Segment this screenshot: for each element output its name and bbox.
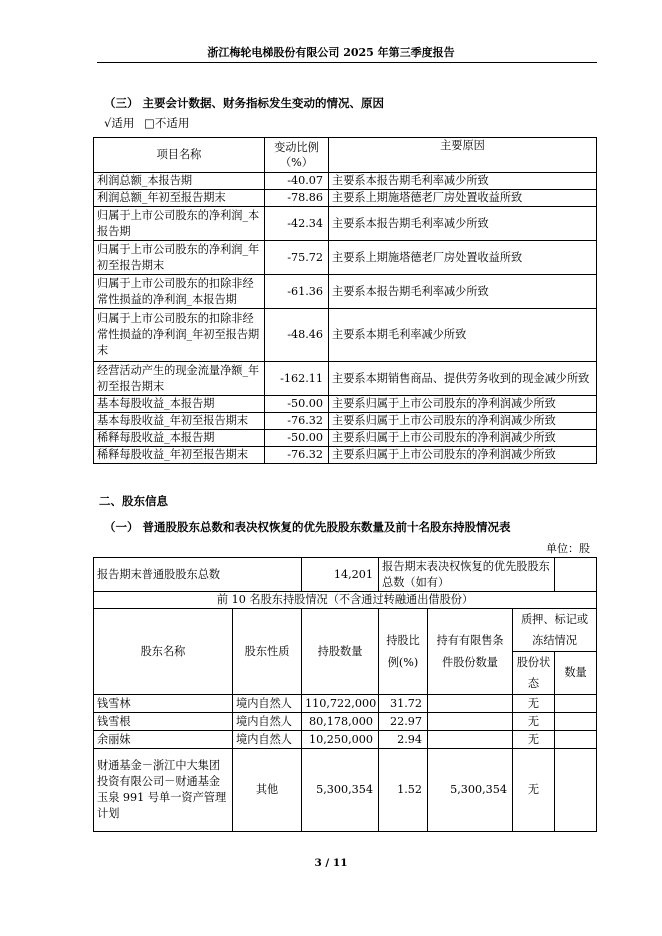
shareholder-status: 无 <box>513 731 555 749</box>
header-item-name: 项目名称 <box>94 138 265 173</box>
shareholder-shares: 110,722,000 <box>302 695 379 713</box>
header-pledge-quantity: 数量 <box>555 652 597 695</box>
table-row <box>94 190 597 207</box>
table-header-row <box>94 138 597 173</box>
shareholder-restricted <box>428 713 513 731</box>
table-row <box>94 447 597 464</box>
row-change: -76.32 <box>265 447 329 464</box>
table-row <box>94 309 597 362</box>
shareholder-shares: 80,178,000 <box>302 713 379 731</box>
shareholder-restricted <box>428 695 513 713</box>
top10-caption-row <box>94 592 597 609</box>
header-divider <box>97 62 597 63</box>
total-shareholders-value: 14,201 <box>302 558 379 592</box>
row-change: -162.11 <box>265 362 329 396</box>
applicability-line <box>104 115 189 131</box>
shareholder-name: 财通基金－浙江中大集团投资有限公司－财通基金玉泉 991 号单一资产管理计划 <box>94 749 233 832</box>
table-row <box>94 413 597 430</box>
shareholder-name: 钱雪林 <box>94 695 233 713</box>
header-change-ratio: 变动比例（%） <box>265 138 329 173</box>
shareholder-status: 无 <box>513 695 555 713</box>
applicable-checkbox-label: √适用 <box>104 116 135 130</box>
shareholder-pledge-qty <box>555 695 597 713</box>
header-shareholder-nature: 股东性质 <box>233 609 302 695</box>
row-change: -50.00 <box>265 430 329 447</box>
shareholder-nature: 境内自然人 <box>233 731 302 749</box>
header-shareholder-name: 股东名称 <box>94 609 233 695</box>
row-reason: 主要系本报告期毛利率减少所致 <box>329 275 597 309</box>
shareholder-shares: 5,300,354 <box>302 749 379 832</box>
row-item: 利润总额_年初至报告期末 <box>94 190 265 207</box>
row-reason: 主要系本期毛利率减少所致 <box>329 309 597 362</box>
row-change: -42.34 <box>265 207 329 241</box>
subsection-heading-top10: （一） 普通股股东总数和表决权恢复的优先股股东数量及前十名股东持股情况表 <box>104 520 511 534</box>
table-row <box>94 731 597 749</box>
total-shareholders-label: 报告期末普通股股东总数 <box>94 558 302 592</box>
page-number: 3 / 11 <box>314 857 348 869</box>
shareholder-pledge-qty <box>555 749 597 832</box>
table-row <box>94 362 597 396</box>
shareholder-nature: 境内自然人 <box>233 713 302 731</box>
row-reason: 主要系归属于上市公司股东的净利润减少所致 <box>329 396 597 413</box>
row-item: 归属于上市公司股东的扣除非经常性损益的净利润_本报告期 <box>94 275 265 309</box>
row-change: -78.86 <box>265 190 329 207</box>
row-item: 稀释每股收益_年初至报告期末 <box>94 447 265 464</box>
table-row <box>94 207 597 241</box>
shareholder-ratio: 31.72 <box>379 695 428 713</box>
row-change: -40.07 <box>265 173 329 190</box>
table-row <box>94 713 597 731</box>
section-heading-shareholders: 二、股东信息 <box>99 494 168 508</box>
total-shareholders-row <box>94 558 597 592</box>
row-reason: 主要系归属于上市公司股东的净利润减少所致 <box>329 413 597 430</box>
row-reason: 主要系归属于上市公司股东的净利润减少所致 <box>329 430 597 447</box>
shareholder-ratio: 22.97 <box>379 713 428 731</box>
row-reason: 主要系上期施塔德老厂房处置收益所致 <box>329 241 597 275</box>
table-row <box>94 749 597 832</box>
report-header-title: 浙江梅轮电梯股份有限公司 2025 年第三季度报告 <box>207 46 455 59</box>
row-item: 归属于上市公司股东的净利润_本报告期 <box>94 207 265 241</box>
shareholder-nature: 境内自然人 <box>233 695 302 713</box>
row-reason: 主要系本报告期毛利率减少所致 <box>329 173 597 190</box>
row-item: 基本每股收益_本报告期 <box>94 396 265 413</box>
shareholder-pledge-qty <box>555 713 597 731</box>
row-reason: 主要系本期销售商品、提供劳务收到的现金减少所致 <box>329 362 597 396</box>
shareholder-header-row <box>94 609 597 652</box>
top10-caption: 前 10 名股东持股情况（不含通过转融通出借股份） <box>94 592 597 609</box>
row-change: -50.00 <box>265 396 329 413</box>
shareholder-restricted <box>428 731 513 749</box>
shareholder-restricted: 5,300,354 <box>428 749 513 832</box>
header-restricted-shares: 持有有限售条件股份数量 <box>428 609 513 695</box>
financial-changes-table <box>93 137 597 464</box>
shareholder-ratio: 1.52 <box>379 749 428 832</box>
row-item: 归属于上市公司股东的扣除非经常性损益的净利润_年初至报告期末 <box>94 309 265 362</box>
shareholder-nature: 其他 <box>233 749 302 832</box>
shareholder-name: 余丽妹 <box>94 731 233 749</box>
shareholder-pledge-qty <box>555 731 597 749</box>
section-heading-financial-changes: （三） 主要会计数据、财务指标发生变动的情况、原因 <box>104 96 385 110</box>
row-change: -76.32 <box>265 413 329 430</box>
header-share-status: 股份状态 <box>513 652 555 695</box>
row-change: -75.72 <box>265 241 329 275</box>
row-item: 稀释每股收益_本报告期 <box>94 430 265 447</box>
unit-label: 单位：股 <box>546 542 590 555</box>
row-reason: 主要系本报告期毛利率减少所致 <box>329 207 597 241</box>
header-main-reason: 主要原因 <box>329 138 597 173</box>
shareholder-status: 无 <box>513 713 555 731</box>
preferred-shareholders-label: 报告期末表决权恢复的优先股股东总数（如有） <box>379 558 555 592</box>
table-row <box>94 275 597 309</box>
shareholder-name: 钱雪根 <box>94 713 233 731</box>
row-item: 经营活动产生的现金流量净额_年初至报告期末 <box>94 362 265 396</box>
row-item: 基本每股收益_年初至报告期末 <box>94 413 265 430</box>
row-item: 利润总额_本报告期 <box>94 173 265 190</box>
header-shares-held: 持股数量 <box>302 609 379 695</box>
row-reason: 主要系归属于上市公司股东的净利润减少所致 <box>329 447 597 464</box>
preferred-shareholders-value <box>555 558 597 592</box>
shareholder-shares: 10,250,000 <box>302 731 379 749</box>
table-row <box>94 173 597 190</box>
table-row <box>94 695 597 713</box>
shareholder-status: 无 <box>513 749 555 832</box>
not-applicable-checkbox-label: □不适用 <box>143 116 190 130</box>
table-row <box>94 241 597 275</box>
row-change: -61.36 <box>265 275 329 309</box>
row-change: -48.46 <box>265 309 329 362</box>
shareholder-ratio: 2.94 <box>379 731 428 749</box>
row-reason: 主要系上期施塔德老厂房处置收益所致 <box>329 190 597 207</box>
header-pledge-freeze: 质押、标记或冻结情况 <box>513 609 597 652</box>
header-holding-ratio: 持股比例(%) <box>379 609 428 695</box>
table-row <box>94 430 597 447</box>
row-item: 归属于上市公司股东的净利润_年初至报告期末 <box>94 241 265 275</box>
shareholders-table <box>93 557 597 832</box>
table-row <box>94 396 597 413</box>
